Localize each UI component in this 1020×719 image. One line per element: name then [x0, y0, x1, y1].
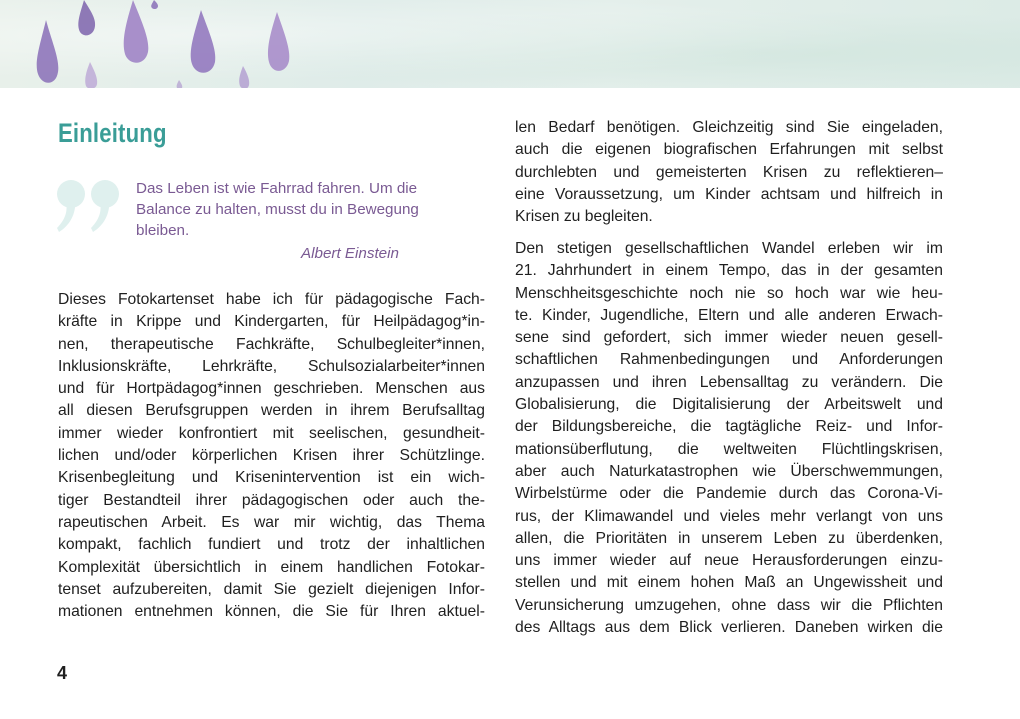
text-line: 21. Jahrhundert in einem Tempo, das in der gesamten: [515, 262, 943, 280]
text-line: aber auch Naturkatastrophen wie Überschwemmungen,: [515, 462, 943, 480]
text-line: tenset aufzubereiten, damit Sie gezielt diejenigen Infor-: [58, 580, 485, 598]
text-line: mationen entnehmen können, die Sie für Ihren aktuel-: [58, 603, 485, 621]
text-line: rapeutischen Arbeit. Es war mir wichtig, das Thema: [58, 513, 485, 531]
text-line: all diesen Berufsgruppen werden in ihrem Berufsalltag: [58, 402, 485, 420]
text-line: Globalisierung, die Digitalisierung der Arbeitswelt und: [515, 396, 943, 414]
text-line: uns immer wieder auf neue Herausforderungen einzu-: [515, 552, 943, 570]
body-text-left-column: [58, 289, 485, 623]
text-line: Dieses Fotokartenset habe ich für pädagogische Fach-: [58, 291, 485, 308]
text-line: schaftlichen Rahmenbedingungen und Anforderungen: [515, 351, 943, 369]
text-line: Inklusionskräfte, Lehrkräfte, Schulsozialarbeiter*innen: [58, 357, 485, 375]
text-line: kräfte in Krippe und Kindergarten, für Heilpädagog*in-: [58, 313, 485, 331]
quote-line: Das Leben ist wie Fahrrad fahren. Um die: [136, 180, 418, 197]
text-line: Krisen zu begleiten.: [515, 208, 653, 226]
quote-line: bleiben.: [136, 222, 190, 239]
text-line: eine Voraussetzung, um Kinder achtsam und hilfreich in: [515, 185, 943, 203]
text-line: tiger Bestandteil ihrer pädagogischen oder auch the-: [58, 491, 485, 509]
body-text-right-paragraph-2: [515, 238, 943, 639]
watercolor-raindrops-icon: [0, 0, 1020, 88]
text-line: Wirbelstürme oder die Pandemie durch das Corona-Vi-: [515, 485, 943, 503]
text-line: kompakt, fachlich fundiert und trotz der inhaltlichen: [58, 536, 485, 554]
page-number: 4: [57, 663, 68, 683]
text-line: stellen und mit einem hohen Maß an Ungewissheit und: [515, 574, 943, 592]
quote-line: Balance zu halten, musst du in Bewegung: [136, 201, 419, 218]
text-line: und für Hortpädagog*innen geschrieben. Menschen aus: [58, 380, 485, 398]
text-line: immer wieder konfrontiert mit seelischen, gesundheit-: [58, 424, 485, 442]
text-line: durchlebten und gemeisterten Krisen zu reflektieren–: [515, 163, 943, 181]
text-line: nen, therapeutische Fachkräfte, Schulbegleiter*innen,: [58, 335, 485, 353]
quote-author: Albert Einstein: [301, 245, 399, 262]
quote-mark-icon: [55, 170, 127, 236]
body-text-right-paragraph-1: [515, 117, 943, 228]
text-line: mationsüberflutung, die weltweiten Flüchtlingskrisen,: [515, 440, 943, 458]
text-line: auch die eigenen biografischen Erfahrungen mit selbst: [515, 141, 943, 159]
text-line: Krisenbegleitung und Krisenintervention ist ein wich-: [58, 469, 485, 487]
text-line: Den stetigen gesellschaftlichen Wandel erleben wir im: [515, 240, 943, 257]
section-heading: Einleitung: [58, 118, 167, 148]
text-line: len Bedarf benötigen. Gleichzeitig sind Sie eingeladen,: [515, 119, 943, 136]
text-line: lichen und/oder körperlichen Krisen ihrer Schützlinge.: [58, 447, 485, 465]
text-line: Komplexität übersichtlich in einem handlichen Fotokar-: [58, 558, 485, 576]
quote-text: [136, 178, 456, 241]
text-line: sene sind gefordert, sich immer wieder neuen gesell-: [515, 329, 943, 347]
text-line: des Alltags aus dem Blick verlieren. Daneben wirken die: [515, 619, 943, 637]
text-line: te. Kinder, Jugendliche, Eltern und alle anderen Erwach-: [515, 306, 943, 324]
text-line: allen, die Prioritäten in unserem Leben zu überdenken,: [515, 529, 943, 547]
text-line: rus, der Klimawandel und vieles mehr verlangt von uns: [515, 507, 943, 525]
header-banner: [0, 0, 1020, 88]
text-line: Verunsicherung umzugehen, ohne dass wir die Pflichten: [515, 596, 943, 614]
text-line: der Bildungsbereiche, die tagtägliche Reiz- und Infor-: [515, 418, 943, 436]
text-line: Menschheitsgeschichte noch nie so hoch war wie heu-: [515, 284, 943, 302]
text-line: anzupassen und ihren Lebensalltag zu verändern. Die: [515, 373, 943, 391]
